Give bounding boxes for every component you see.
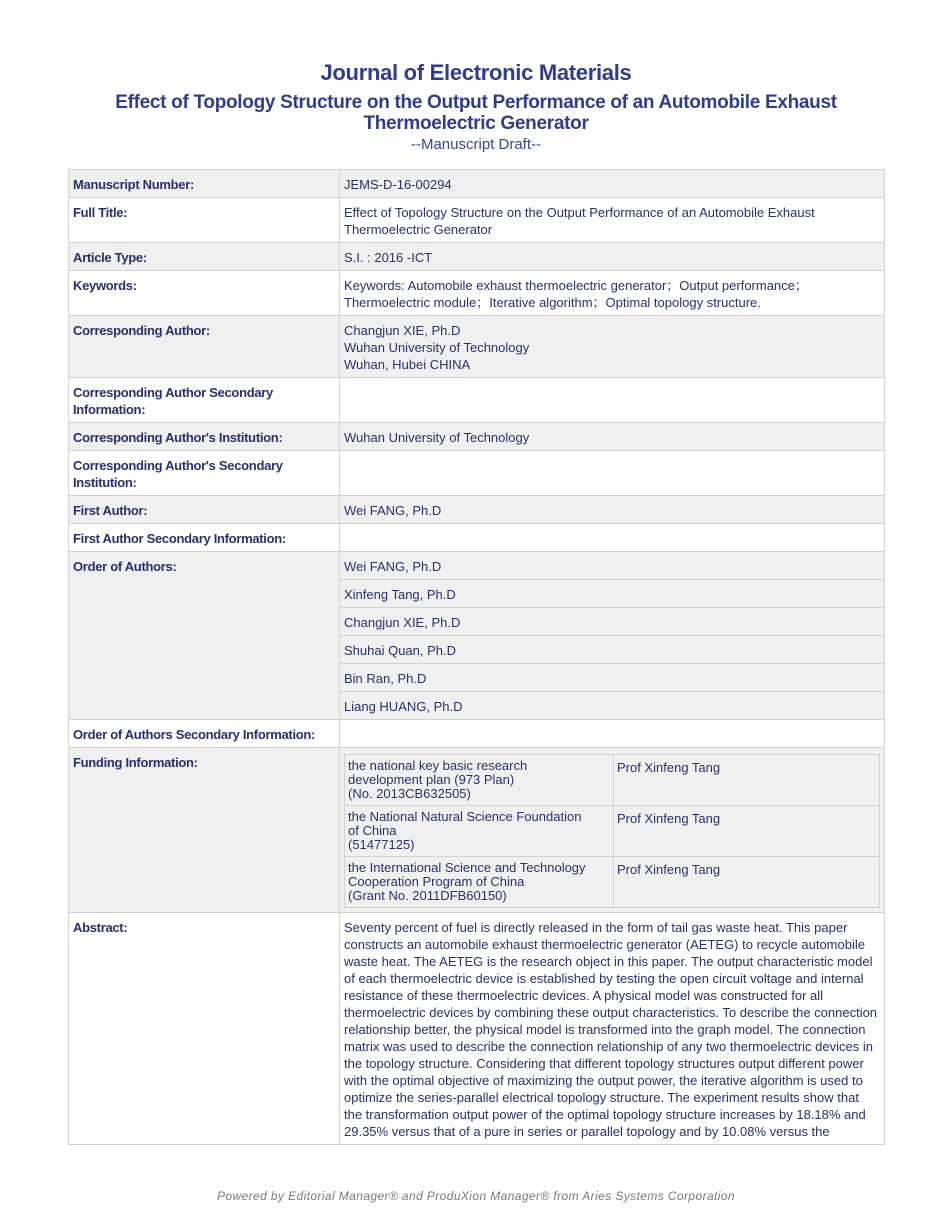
row-corresponding-secondary-institution xyxy=(69,451,885,496)
author-name: Changjun XIE, Ph.D xyxy=(344,323,461,338)
field-label: Funding Information: xyxy=(69,748,340,913)
paper-title xyxy=(0,92,952,134)
field-value xyxy=(340,720,885,748)
field-label: First Author: xyxy=(69,496,340,524)
funding-recipient: Prof Xinfeng Tang xyxy=(614,806,880,857)
field-label: Corresponding Author's Institution: xyxy=(69,423,340,451)
funding-org-line: (No. 2013CB632505) xyxy=(348,786,471,801)
field-value: Wuhan University of Technology xyxy=(340,423,885,451)
field-value: Keywords: Automobile exhaust thermoelectric generator；Output performance；Thermoelectric module；Iterative algorithm；Optimal topology structure. xyxy=(340,271,885,316)
author-entry: Shuhai Quan, Ph.D xyxy=(340,636,885,664)
funding-row xyxy=(345,857,880,908)
author-entry: Changjun XIE, Ph.D xyxy=(340,608,885,636)
author-entry: Wei FANG, Ph.D xyxy=(340,552,885,580)
funding-org-line: the International Science and Technology xyxy=(348,860,586,875)
author-entry: Liang HUANG, Ph.D xyxy=(340,692,885,720)
field-value xyxy=(340,451,885,496)
funding-organization xyxy=(345,857,614,908)
author-location: Wuhan, Hubei CHINA xyxy=(344,357,471,372)
row-funding-information xyxy=(69,748,885,913)
field-label: Full Title: xyxy=(69,198,340,243)
abstract-text: Seventy percent of fuel is directly released in the form of tail gas waste heat. This paper constructs an automobile exhaust thermoelectric generator (AETEG) to recycle automobile waste heat. The AETEG is the research object in this paper. The output characteristic model of each thermoelectric device is established by testing the open circuit voltage and internal resistance of these thermoelectric devices. A physical model was constructed for all thermoelectric devices by combining these output characteristics. To describe the connection relationship better, the physical model is transformed into the graph model. The connection matrix was used to describe the connection relationship of any two thermoelectric devices in the topology structure. Considering that different topology structures output different power with the optimal objective of maximizing the output power, the iterative algorithm is used to optimize the series-parallel electrical topology structure. The experiment results show that the transformation output power of the optimal topology structure increases by 18.18% and 29.35% versus that of a pure in series or parallel topology and by 10.08% versus the xyxy=(340,913,885,1145)
author-entry: Bin Ran, Ph.D xyxy=(340,664,885,692)
field-label: Order of Authors Secondary Information: xyxy=(69,720,340,748)
funding-org-line: (Grant No. 2011DFB60150) xyxy=(348,888,507,903)
manuscript-draft-label: --Manuscript Draft-- xyxy=(410,136,541,153)
field-value xyxy=(340,378,885,423)
manuscript-info-table xyxy=(68,169,885,1145)
field-label: Manuscript Number: xyxy=(69,170,340,198)
journal-title: Journal of Electronic Materials xyxy=(320,60,632,85)
funding-org-line: Cooperation Program of China xyxy=(348,874,525,889)
field-label: Corresponding Author's Secondary Institution: xyxy=(69,451,340,496)
field-label: Abstract: xyxy=(69,913,340,1145)
funding-organization xyxy=(345,806,614,857)
funding-org-line: the National Natural Science Foundation xyxy=(348,809,582,824)
row-order-of-authors xyxy=(69,552,885,580)
funding-cell xyxy=(340,748,885,913)
funding-recipient: Prof Xinfeng Tang xyxy=(614,857,880,908)
field-label: Corresponding Author: xyxy=(69,316,340,378)
author-entry: Xinfeng Tang, Ph.D xyxy=(340,580,885,608)
row-corresponding-institution xyxy=(69,423,885,451)
paper-title-line2: Thermoelectric Generator xyxy=(363,113,589,134)
funding-recipient: Prof Xinfeng Tang xyxy=(614,755,880,806)
row-corresponding-author xyxy=(69,316,885,378)
field-label: Keywords: xyxy=(69,271,340,316)
funding-organization xyxy=(345,755,614,806)
field-value: JEMS-D-16-00294 xyxy=(340,170,885,198)
field-value: Effect of Topology Structure on the Output Performance of an Automobile Exhaust Thermoelectric Generator xyxy=(340,198,885,243)
field-value: Wei FANG, Ph.D xyxy=(340,496,885,524)
field-value: S.I. : 2016 -ICT xyxy=(340,243,885,271)
row-first-author-secondary xyxy=(69,524,885,552)
funding-row xyxy=(345,806,880,857)
funding-org-line: development plan (973 Plan) xyxy=(348,772,515,787)
footer-powered-by: Powered by Editorial Manager® and ProduXion Manager® from Aries Systems Corporation xyxy=(217,1189,735,1203)
row-manuscript-number xyxy=(69,170,885,198)
funding-org-line: (51477125) xyxy=(348,837,415,852)
field-label: Order of Authors: xyxy=(69,552,340,720)
field-label: Article Type: xyxy=(69,243,340,271)
funding-org-line: the national key basic research xyxy=(348,758,528,773)
paper-title-line1: Effect of Topology Structure on the Output Performance of an Automobile Exhaust xyxy=(115,92,837,113)
funding-org-line: of China xyxy=(348,823,397,838)
row-order-of-authors-secondary xyxy=(69,720,885,748)
row-corresponding-author-secondary xyxy=(69,378,885,423)
field-label: First Author Secondary Information: xyxy=(69,524,340,552)
row-article-type xyxy=(69,243,885,271)
funding-row xyxy=(345,755,880,806)
author-affiliation: Wuhan University of Technology xyxy=(344,340,530,355)
field-value xyxy=(340,316,885,378)
funding-table xyxy=(344,754,880,908)
row-keywords xyxy=(69,271,885,316)
row-first-author xyxy=(69,496,885,524)
field-label: Corresponding Author Secondary Information: xyxy=(69,378,340,423)
row-abstract xyxy=(69,913,885,1145)
field-value xyxy=(340,524,885,552)
row-full-title xyxy=(69,198,885,243)
